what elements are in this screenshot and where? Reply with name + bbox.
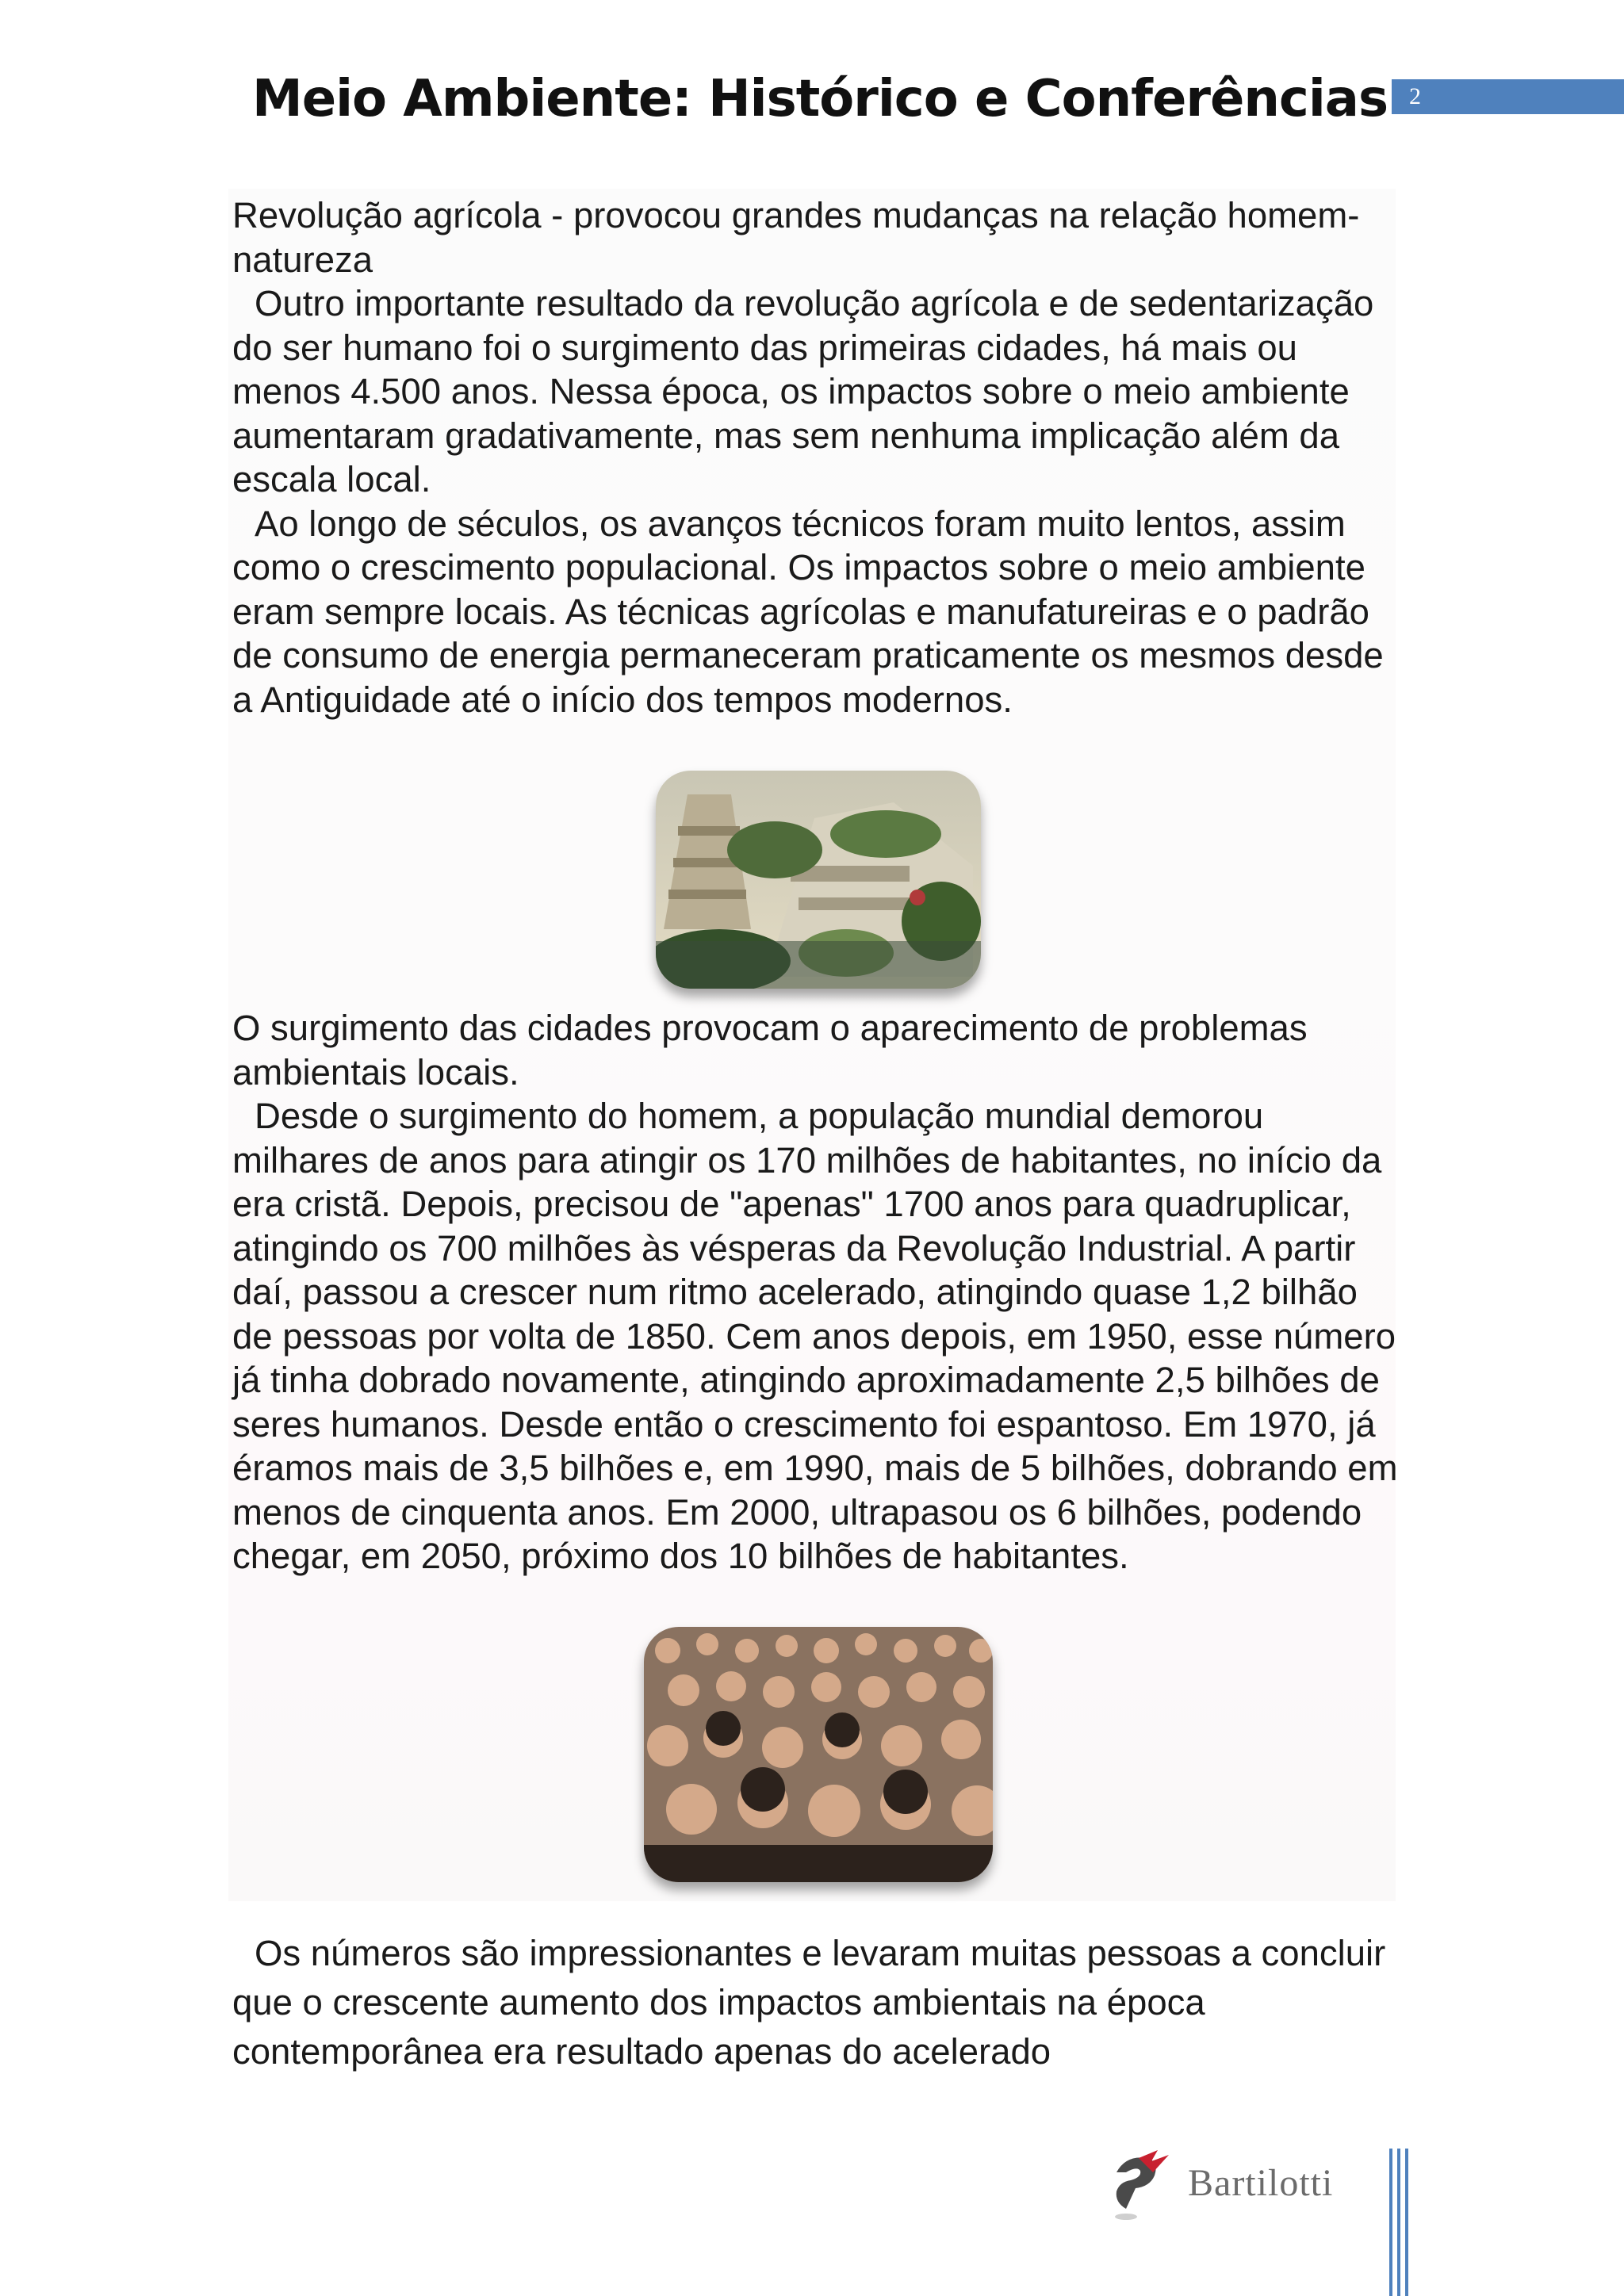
section-population-growth xyxy=(232,1006,1406,1578)
paragraph-heading: Revolução agrícola - provocou grandes mudanças na relação homem-natureza xyxy=(232,195,1360,280)
paragraph: Os números são impressionantes e levaram muitas pessoas a concluir que o crescente aumento dos impactos ambientais na época contemporânea era resultado apenas do acelerado xyxy=(232,1933,1386,2072)
page-number-tab xyxy=(1392,79,1624,114)
crowd-image xyxy=(644,1627,993,1882)
paragraph: Desde o surgimento do homem, a população mundial demorou milhares de anos para atingir os 170 milhões de habitantes, no início da era cristã. Depois, precisou de "apenas" 1700 anos para quadruplicar, atingindo os 700 milhões às vésperas da Revolução Industrial. A partir daí, passou a crescer num ritmo acelerado, atingindo quase 1,2 bilhão de pessoas por volta de 1850. Cem anos depois, em 1950, esse número já tinha dobrado novamente, atingindo aproximadamente 2,5 bilhões de seres humanos. Desde então o crescimento foi espantoso. Em 1970, já éramos mais de 3,5 bilhões e, em 1990, mais de 5 bilhões, dobrando em menos de cinquenta anos. Em 2000, ultrapasou os 6 bilhões, podendo chegar, em 2050, próximo dos 10 bilhões de habitantes. xyxy=(232,1096,1398,1576)
bartilotti-logo-icon xyxy=(1102,2141,1182,2220)
margin-rule xyxy=(1389,2149,1392,2296)
hanging-gardens-image xyxy=(656,771,981,989)
bartilotti-logo xyxy=(1102,2141,1372,2220)
margin-rule xyxy=(1397,2149,1400,2296)
margin-rule xyxy=(1405,2149,1408,2296)
section-agricultural-revolution xyxy=(232,193,1406,721)
page-title: Meio Ambiente: Histórico e Conferências xyxy=(252,70,1388,128)
paragraph: O surgimento das cidades provocam o aparecimento de problemas ambientais locais. xyxy=(232,1008,1308,1093)
section-closing xyxy=(232,1929,1406,2076)
logo-text: Bartilotti xyxy=(1188,2162,1334,2204)
page-number: 2 xyxy=(1409,83,1421,109)
paragraph: Ao longo de séculos, os avanços técnicos foram muito lentos, assim como o crescimento populacional. Os impactos sobre o meio ambiente eram sempre locais. As técnicas agrícolas e manufatureiras e o padrão de consumo de energia permaneceram praticamente os mesmos desde a Antiguidade até o início dos tempos modernos. xyxy=(232,503,1384,720)
paragraph: Outro importante resultado da revolução agrícola e de sedentarização do ser humano foi o surgimento das primeiras cidades, há mais ou menos 4.500 anos. Nessa época, os impactos sobre o meio ambiente aumentaram gradativamente, mas sem nenhuma implicação além da escala local. xyxy=(232,283,1374,499)
